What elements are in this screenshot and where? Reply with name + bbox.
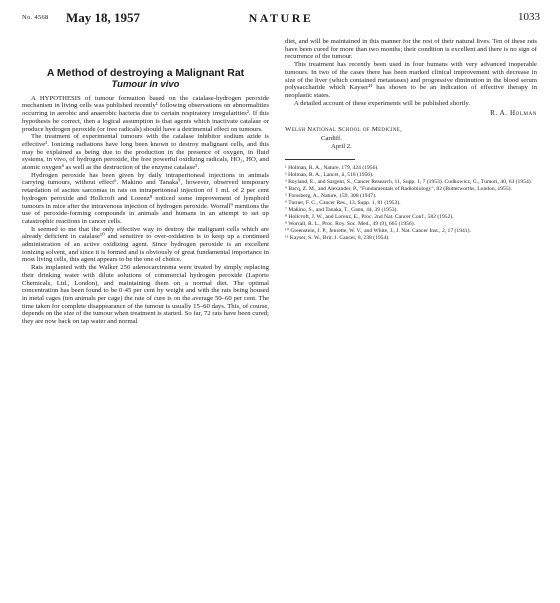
author-address [285, 126, 537, 152]
paragraph: A HYPOTHESIS of tumour formation based on the catalase-hydrogen peroxide mechanism in living cells was published recently¹ following observations on abnormalities occurring in aerobic and anaerobic bacteria due to certain respiratory irregularities². If this hypothesis be correct, then a logical assumption is that agents which inactivate catalase or produce hydrogen peroxide (or free radicals) should have a detrimental effect on tumours. [22, 94, 269, 133]
divider [285, 159, 355, 160]
paragraph: It seemed to me that the only effective way to destroy the malignant cells which are already deficient in catalase¹⁰ and sensitive to over-oxidation is to keep up a continued administration of an active oxidizing agent. Since hydrogen peroxide is an excellent ionizing solvent, and since it is formed and is obviously of great fundamental importance in most living cells, this agent appears to be the one of choice. [22, 225, 269, 264]
reference-item: ⁹ Worrall, R. L., Proc. Roy. Soc. Med., 49 (9), 665 (1956). [285, 220, 415, 227]
reference-item: ⁸ Hollcroft, J. W., and Lorenz, E., Proc. 2nd Nat. Cancer Conf., 582 (1952). [285, 213, 454, 220]
issue-number: No. 4568 [22, 14, 49, 21]
reference-item: ² Holman, R. A., Lancet, ii, 518 (1956). [285, 171, 374, 178]
article-title: A Method of destroying a Malignant Rat [46, 67, 245, 79]
paragraph: Hydrogen peroxide has been given by daily intraperitoneal injections in animals carrying tumours, without effect⁶. Makino and Tanaka⁷, however, observed temporary retardation of ascites sarcomas in rats on intraperitoneal injection of 1 ml. of 2 per cent hydrogen peroxide and Hollcroft and Lorenz⁸ noticed some improvement of lymphoid tumours in mice after the intravenous injection of hydrogen peroxide. Worrall⁹ mentions the use of peroxide-forming compounds in animals and humans in an attempt to set up catastrophic reactions in cancer cells. [22, 171, 269, 225]
address-line: Welsh National School of Medicine, [285, 126, 403, 134]
article-subtitle: Tumour in vivo [111, 79, 180, 90]
reference-item: ¹⁰ Greenstein, J. P., Jenrette, W. V., and White, J., J. Nat. Cancer Inst., 2, 17 (1941). [285, 227, 471, 234]
issue-date: May 18, 1957 [66, 10, 141, 25]
reference-item: ³ Boyland, E., and Sargent, S., Cancer Research, 11, Supp. 1, 7 (1953). Cudkowicz, G., Tumori, 40, 63 (1954). [285, 178, 532, 185]
reference-item: ⁷ Makino, S., and Tanaka, T., Gann, 44, 39 (1953). [285, 206, 398, 213]
reference-item: ¹¹ Kayser, S. W., Brit. J. Cancer, 8, 238 (1954). [285, 234, 390, 241]
page-number: 1033 [518, 11, 540, 23]
right-column [285, 38, 537, 242]
paragraph: A detailed account of these experiments will be published shortly. [294, 99, 470, 107]
paragraph: Rats implanted with the Walker 256 adenocarcinoma were treated by simply replacing their drinking water with dilute solutions of commercial hydrogen peroxide (Laporte Chemicals, Ltd., London), and maintaining them on a normal diet. The optimal concentration has been found to be 0·45 per cent by weight and with the rats being housed in metal cages (ten animals per cage) the rate of cure is on the average 50–60 per cent. The time taken for complete disappearance of the tumour is usually 15–60 days. This, of course, depends on the size of the tumour when treatment is started. So far, 72 rats have been cured; they are now back on tap water and normal [22, 264, 269, 326]
paragraph: This treatment has recently been used in four humans with very advanced inoperable tumours. In two of the cases there has been marked clinical improvement with decrease in size of the liver (which contained metastases) and progressive diminution in the blood serum polysaccharide which Kayser¹¹ has shown to be an indication of effective therapy in neoplastic states. [285, 61, 537, 99]
reference-item: ⁴ Bacq, Z. M., and Alexander, P., "Fundamentals of Radiobiology", 82 (Butterworths, London, 1955). [285, 185, 512, 192]
paragraph: The treatment of experimental tumours with the catalase inhibitor sodium azide is effective³. Ionizing radiations have long been known to destroy malignant cells, and this may be explained as being due to the production in the presence of oxygen, in fluid systems, in vivo, of hydrogen peroxide, the free powerful oxidizing radicals, HO₂, HO, and atomic oxygen⁴ as well as the destruction of the enzyme catalase⁵. [22, 133, 269, 172]
reference-item: ¹ Holman, R. A., Nature, 179, 424 (1956). [285, 164, 379, 171]
author-signature: R. A. Holman [490, 109, 537, 118]
paragraph: diet, and will be maintained in this manner for the rest of their natural lives. Ten of these rats have been cured for more than two months; their condition is excellent and there is no sign of recurrence of the tumour. [285, 38, 537, 61]
reference-item: ⁶ Turner, F. C., Cancer Res., 13, Supp. 1, 81 (1953). [285, 199, 401, 206]
reference-list [285, 165, 537, 242]
page-header [22, 8, 540, 28]
address-line: April 2. [331, 143, 352, 151]
left-column [22, 40, 269, 326]
journal-name: NATURE [248, 11, 314, 25]
address-line: Cardiff. [321, 134, 342, 142]
reference-item: ⁵ Forssberg, A., Nature, 159, 308 (1947). [285, 192, 377, 199]
